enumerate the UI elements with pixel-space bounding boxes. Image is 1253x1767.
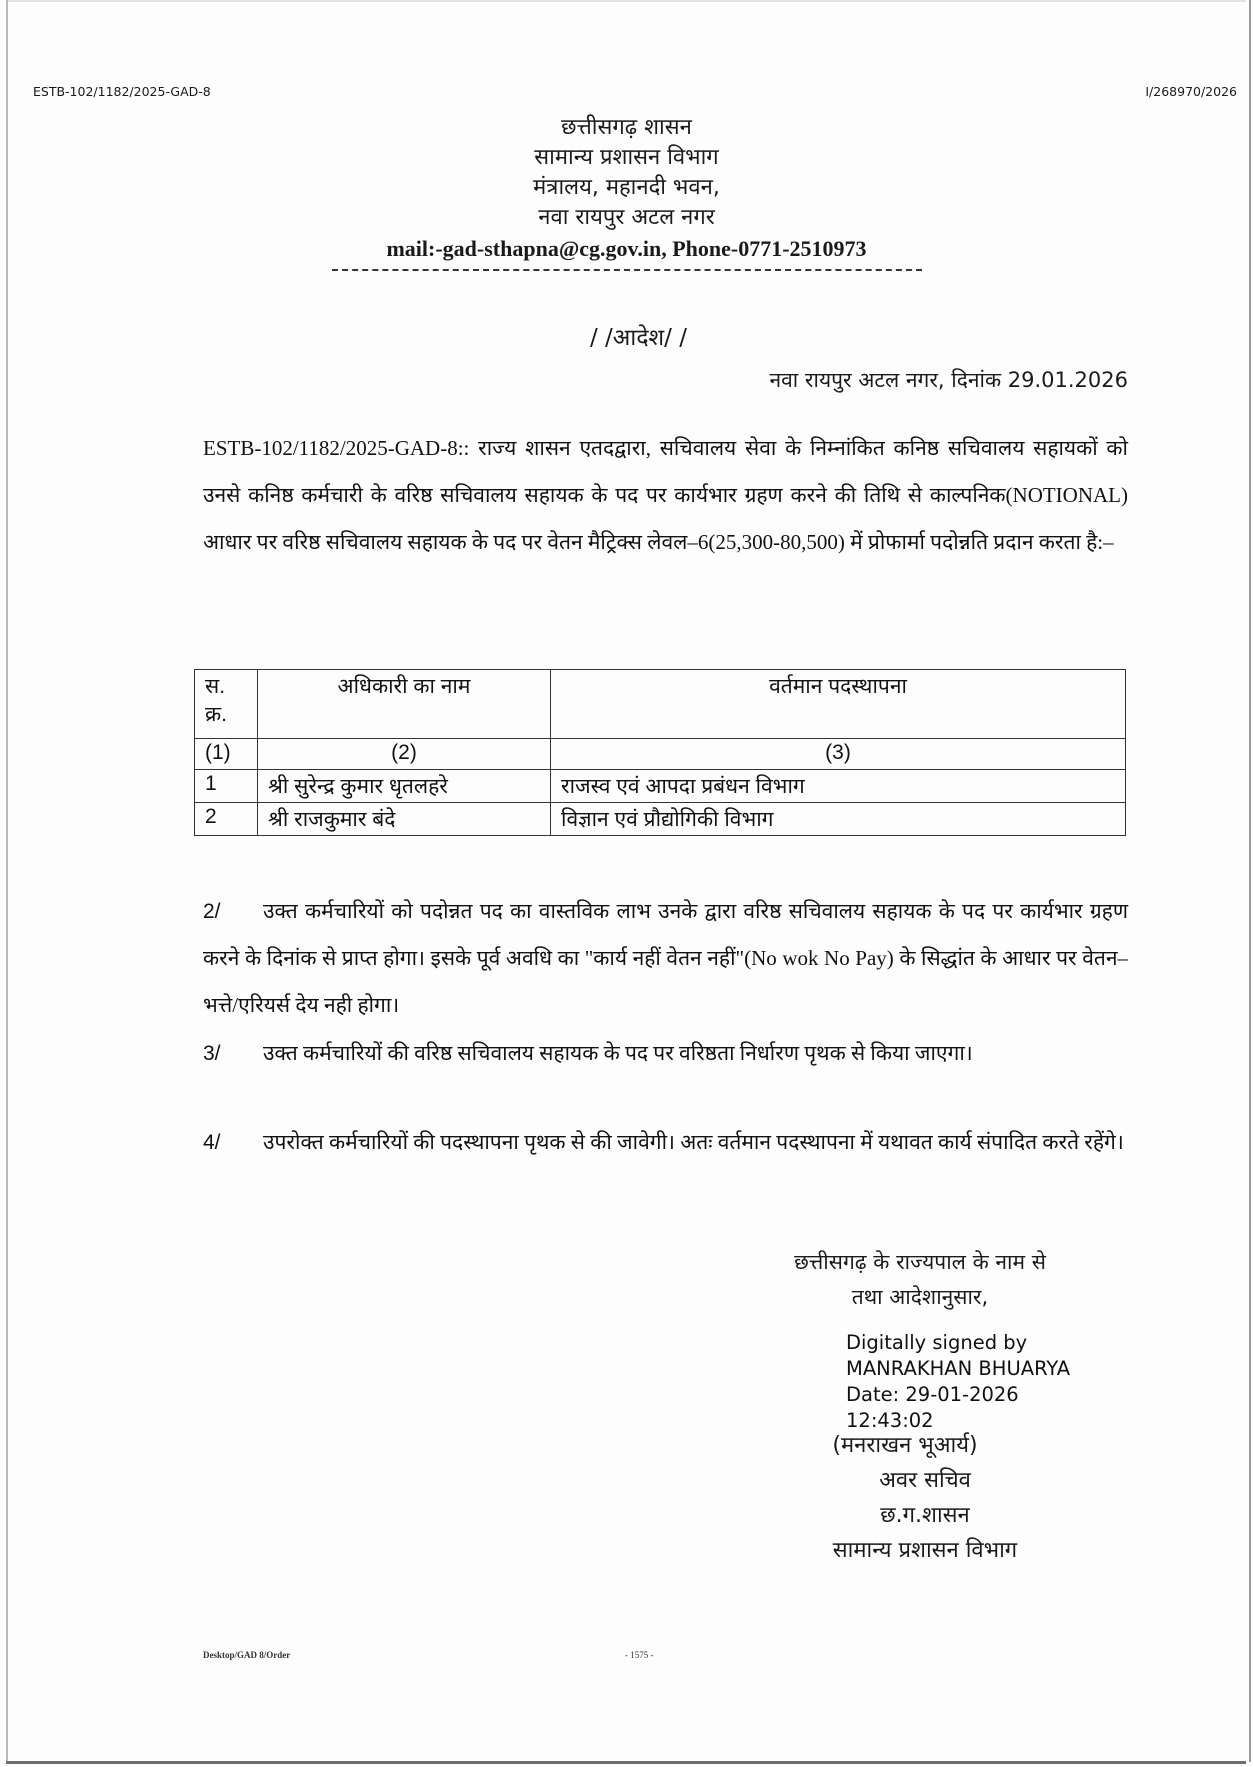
letterhead [0, 113, 1253, 271]
page-edge-bottom [6, 1761, 1246, 1764]
footer-file-path: Desktop/GAD 8/Order [203, 1650, 291, 1660]
header-officer-name: अधिकारी का नाम [258, 670, 551, 739]
signatory-name: (मनराखन भूआर्य) [832, 1433, 978, 1458]
cell-officer-name: श्री सुरेन्द्र कुमार धृतलहरे [258, 770, 551, 803]
signatory-block [770, 1428, 1080, 1568]
digital-sign-date: Date: 29-01-2026 [846, 1383, 1019, 1406]
paragraph-text: उपरोक्त कर्मचारियों की पदस्थापना पृथक से की जावेगी। अतः वर्तमान पदस्थापना में यथावत कार्य संपादित करते रहेंगे। [263, 1130, 1124, 1154]
column-number: (3) [551, 739, 1126, 770]
inward-reference-number: I/268970/2026 [1145, 84, 1237, 99]
signatory-department: सामान्य प्रशासन विभाग [832, 1538, 1018, 1563]
cell-officer-name: श्री राजकुमार बंदे [258, 803, 551, 836]
letterhead-contact: mail:-gad-sthapna@cg.gov.in, Phone-0771-2510973 [386, 236, 867, 261]
header-divider [332, 269, 922, 271]
paragraph-text: उक्त कर्मचारियों की वरिष्ठ सचिवालय सहायक के पद पर वरिष्ठता निर्धारण पृथक से किया जाएगा। [263, 1041, 973, 1065]
digital-signature-stamp [846, 1330, 1070, 1434]
cell-serial-no: 2 [195, 803, 258, 836]
paragraph-number: 2/ [203, 900, 221, 923]
table-row [195, 770, 1126, 803]
page-edge-top [6, 0, 1246, 2]
order-paragraph-1: ESTB-102/1182/2025-GAD-8:: राज्य शासन एतदद्वारा, सचिवालय सेवा के निम्नांकित कनिष्ठ सचिवालय सहायकों को उनसे कनिष्ठ कर्मचारी के वरिष्ठ सचिवालय सहायक के पद पर कार्यभार ग्रहण करने की तिथि से काल्पनिक(NOTIONAL) आधार पर वरिष्ठ सचिवालय सहायक के पद पर वेतन मैट्रिक्स लेवल–6(25,300-80,500) में प्रोफार्मा पदोन्नति प्रदान करता है:– [203, 436, 1128, 554]
cell-serial-no: 1 [195, 770, 258, 803]
letterhead-building: मंत्रालय, महानदी भवन, [533, 175, 720, 200]
column-number: (2) [258, 739, 551, 770]
order-paragraph-4 [203, 1125, 1128, 1160]
letterhead-city: नवा रायपुर अटल नगर [538, 205, 715, 230]
authority-line-2: तथा आदेशानुसार, [851, 1285, 989, 1309]
table-row [195, 803, 1126, 836]
signatory-designation: अवर सचिव [879, 1468, 971, 1493]
digital-signer-name: MANRAKHAN BHUARYA [846, 1357, 1071, 1380]
paragraph-number: 4/ [203, 1131, 221, 1154]
paragraph-number: 3/ [203, 1042, 221, 1065]
file-reference-number: ESTB-102/1182/2025-GAD-8 [33, 84, 211, 99]
footer-page-number: - 1575 - [625, 1650, 654, 1660]
header-current-posting: वर्तमान पदस्थापना [551, 670, 1126, 739]
cell-current-posting: विज्ञान एवं प्रौद्योगिकी विभाग [551, 803, 1126, 836]
digital-sign-time: 12:43:02 [846, 1409, 934, 1432]
place-date: नवा रायपुर अटल नगर, दिनांक 29.01.2026 [769, 368, 1128, 392]
digital-signed-by-label: Digitally signed by [846, 1331, 1028, 1354]
column-number: (1) [195, 739, 258, 770]
header-serial-no: स. क्र. [195, 670, 258, 739]
authority-block [720, 1245, 1120, 1315]
table-header-row [195, 670, 1126, 739]
letterhead-government: छत्तीसगढ़ शासन [561, 115, 692, 140]
order-title: / /आदेश/ / [590, 325, 687, 351]
authority-line-1: छत्तीसगढ़ के राज्यपाल के नाम से [794, 1250, 1046, 1274]
table-column-number-row [195, 739, 1126, 770]
letterhead-department: सामान्य प्रशासन विभाग [534, 145, 719, 170]
order-paragraph-3 [203, 1030, 1128, 1077]
order-paragraph-2 [203, 888, 1128, 1029]
promotion-table [194, 669, 1126, 836]
cell-current-posting: राजस्व एवं आपदा प्रबंधन विभाग [551, 770, 1126, 803]
signatory-government: छ.ग.शासन [880, 1503, 970, 1528]
paragraph-text: उक्त कर्मचारियों को पदोन्नत पद का वास्तविक लाभ उनके द्वारा वरिष्ठ सचिवालय सहायक के पद पर कार्यभार ग्रहण करने के दिनांक से प्राप्त होगा। इसके पूर्व अवधि का "कार्य नहीं वेतन नहीं"(No wok No Pay) के सिद्धांत के आधार पर वेतन–भत्ते/एरियर्स देय नही होगा। [203, 899, 1128, 1017]
